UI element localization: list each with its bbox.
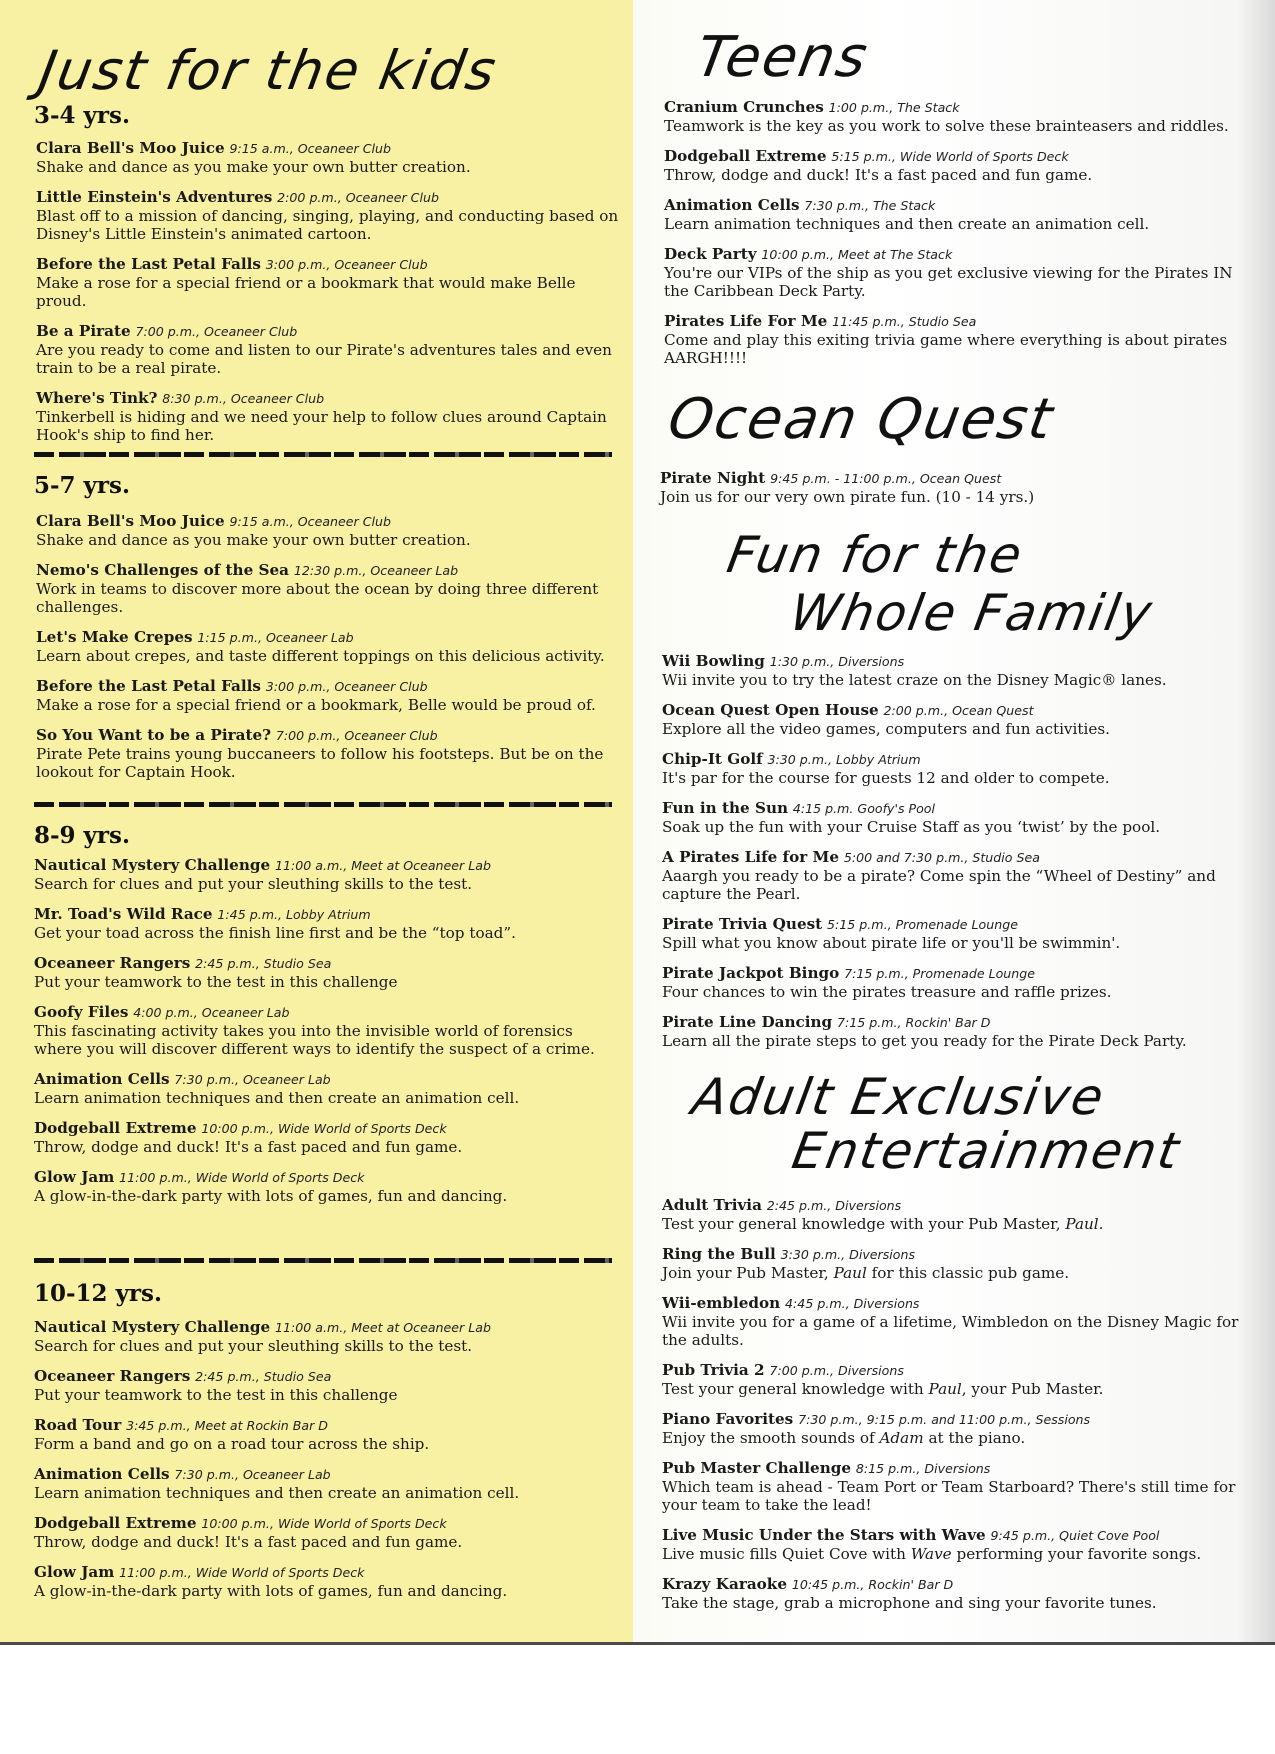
adult-heading-line1: Adult Exclusive xyxy=(687,1068,1110,1126)
activity-description: Learn animation techniques and then create an animation cell. xyxy=(34,1484,520,1502)
activity-title: Fun in the Sun xyxy=(662,799,789,817)
activity-time-location: 4:00 p.m., Oceaneer Lab xyxy=(133,1005,290,1020)
activity-time-location: 11:00 a.m., Meet at Oceaneer Lab xyxy=(275,1320,491,1335)
activity-item xyxy=(664,245,1254,300)
activity-description: Test your general knowledge with Paul, your Pub Master. xyxy=(662,1380,1104,1398)
activity-title: Where's Tink? xyxy=(36,389,158,407)
activity-description: Make a rose for a special friend or a bookmark, Belle would be proud of. xyxy=(36,696,596,714)
section-divider xyxy=(34,452,612,457)
activity-time-location: 3:45 p.m., Meet at Rockin Bar D xyxy=(126,1418,328,1433)
activity-title: Adult Trivia xyxy=(662,1196,762,1214)
teens-family-adult-column xyxy=(633,0,1275,1642)
activity-description: Are you ready to come and listen to our Pirate's adventures tales and even train to be a real pirate. xyxy=(36,341,612,377)
activity-time-location: 1:30 p.m., Diversions xyxy=(769,654,905,669)
activity-title: Let's Make Crepes xyxy=(36,628,193,646)
activity-description: Shake and dance as you make your own butter creation. xyxy=(36,158,471,176)
activity-time-location: 12:30 p.m., Oceaneer Lab xyxy=(293,563,459,578)
activity-title: Dodgeball Extreme xyxy=(34,1514,197,1532)
activity-time-location: 7:15 p.m., Rockin' Bar D xyxy=(837,1015,991,1030)
activity-item xyxy=(664,196,1254,233)
activity-title: Pub Trivia 2 xyxy=(662,1361,765,1379)
activity-title: Goofy Files xyxy=(34,1003,129,1021)
activity-title: Pirates Life For Me xyxy=(664,312,828,330)
activity-description: Make a rose for a special friend or a bookmark that would make Belle proud. xyxy=(36,274,576,310)
activity-item xyxy=(36,561,621,616)
activity-description: Explore all the video games, computers and fun activities. xyxy=(662,720,1110,738)
activity-time-location: 10:00 p.m., Meet at The Stack xyxy=(761,247,953,262)
activity-title: Pub Master Challenge xyxy=(662,1459,852,1477)
activity-time-location: 3:00 p.m., Oceaneer Club xyxy=(265,257,428,272)
activity-time-location: 3:30 p.m., Diversions xyxy=(780,1247,916,1262)
activity-item xyxy=(34,1168,621,1205)
activity-item xyxy=(36,512,621,549)
activity-item xyxy=(662,1526,1254,1563)
activity-item xyxy=(36,726,621,781)
activity-time-location: 9:45 p.m., Quiet Cove Pool xyxy=(990,1528,1160,1543)
activity-item xyxy=(34,905,621,942)
activity-title: Glow Jam xyxy=(34,1168,115,1186)
activity-item xyxy=(662,701,1254,738)
activity-time-location: 5:15 p.m., Wide World of Sports Deck xyxy=(831,149,1069,164)
activity-description: Learn animation techniques and then create an animation cell. xyxy=(34,1089,520,1107)
activity-item xyxy=(36,322,621,377)
activity-description: Learn all the pirate steps to get you ready for the Pirate Deck Party. xyxy=(662,1032,1187,1050)
section-divider xyxy=(34,802,612,807)
activity-title: Before the Last Petal Falls xyxy=(36,255,261,273)
activity-time-location: 7:30 p.m., Oceaneer Lab xyxy=(174,1467,331,1482)
activity-description: Teamwork is the key as you work to solve these brainteasers and riddles. xyxy=(664,117,1229,135)
activity-title: Ocean Quest Open House xyxy=(662,701,879,719)
page-bottom-margin xyxy=(0,1645,1275,1754)
activity-time-location: 7:30 p.m., The Stack xyxy=(804,198,936,213)
activity-item xyxy=(662,1245,1254,1282)
activity-title: A Pirates Life for Me xyxy=(662,848,839,866)
activity-title: Oceaneer Rangers xyxy=(34,954,191,972)
activity-description: Pirate Pete trains young buccaneers to follow his footsteps. But be on the lookout for Captain Hook. xyxy=(36,745,604,781)
activity-description: Soak up the fun with your Cruise Staff as you ‘twist’ by the pool. xyxy=(662,818,1161,836)
activity-description: Spill what you know about pirate life or you'll be swimmin'. xyxy=(662,934,1121,952)
activity-description: Work in teams to discover more about the ocean by doing three different challenges. xyxy=(36,580,599,616)
activity-item xyxy=(34,1563,621,1600)
teens-heading: Teens xyxy=(691,25,874,90)
activity-title: Nautical Mystery Challenge xyxy=(34,856,271,874)
activity-list-5-7 xyxy=(36,512,621,793)
activity-title: Wii Bowling xyxy=(662,652,765,670)
activity-time-location: 11:00 p.m., Wide World of Sports Deck xyxy=(119,1565,365,1580)
activity-time-location: 10:00 p.m., Wide World of Sports Deck xyxy=(201,1516,447,1531)
activity-time-location: 5:00 and 7:30 p.m., Studio Sea xyxy=(843,850,1040,865)
activity-time-location: 7:00 p.m., Oceaneer Club xyxy=(275,728,438,743)
kids-heading: Just for the kids xyxy=(34,39,503,102)
activity-description: This fascinating activity takes you into the invisible world of forensics where you will discover different ways to identify the suspect of a crime. xyxy=(34,1022,595,1058)
family-heading-line1: Fun for the xyxy=(722,526,1028,584)
activity-title: Pirate Night xyxy=(660,469,766,487)
activity-time-location: 2:00 p.m., Oceaneer Club xyxy=(277,190,439,205)
activity-item xyxy=(34,954,621,991)
activity-item xyxy=(34,1416,621,1453)
activity-description: Join us for our very own pirate fun. (10 - 14 yrs.) xyxy=(660,488,1035,506)
activity-time-location: 7:00 p.m., Diversions xyxy=(769,1363,904,1378)
section-divider xyxy=(34,1258,612,1263)
activity-description: Live music fills Quiet Cove with Wave performing your favorite songs. xyxy=(662,1545,1202,1563)
activity-title: Oceaneer Rangers xyxy=(34,1367,191,1385)
activity-item xyxy=(36,139,621,176)
activity-title: Ring the Bull xyxy=(662,1245,776,1263)
activity-time-location: 3:30 p.m., Lobby Atrium xyxy=(767,752,921,767)
activity-item xyxy=(662,1575,1254,1612)
activity-item xyxy=(34,1367,621,1404)
activity-title: Clara Bell's Moo Juice xyxy=(36,139,225,157)
activity-item xyxy=(36,255,621,310)
activity-item xyxy=(34,856,621,893)
activity-title: Animation Cells xyxy=(664,196,800,214)
age-group-heading: 3-4 yrs. xyxy=(34,102,130,129)
activity-time-location: 1:45 p.m., Lobby Atrium xyxy=(217,907,371,922)
activity-item xyxy=(662,1410,1254,1447)
activity-title: Mr. Toad's Wild Race xyxy=(34,905,213,923)
activity-time-location: 11:00 p.m., Wide World of Sports Deck xyxy=(119,1170,365,1185)
activity-description: It's par for the course for guests 12 and older to compete. xyxy=(662,769,1110,787)
activity-item xyxy=(662,1013,1254,1050)
activity-title: Little Einstein's Adventures xyxy=(36,188,273,206)
activity-description: Take the stage, grab a microphone and sing your favorite tunes. xyxy=(662,1594,1157,1612)
activity-description: Wii invite you for a game of a lifetime, Wimbledon on the Disney Magic for the adults. xyxy=(662,1313,1239,1349)
activity-title: Cranium Crunches xyxy=(664,98,824,116)
activity-item xyxy=(664,98,1254,135)
activity-description: Shake and dance as you make your own butter creation. xyxy=(36,531,471,549)
activity-time-location: 7:30 p.m., Oceaneer Lab xyxy=(174,1072,331,1087)
activity-title: Pirate Jackpot Bingo xyxy=(662,964,840,982)
activity-title: Glow Jam xyxy=(34,1563,115,1581)
adult-heading-line2: Entertainment xyxy=(787,1122,1185,1180)
activity-item xyxy=(36,628,621,665)
activity-description: Get your toad across the finish line first and be the “top toad”. xyxy=(34,924,516,942)
teens-activity-list xyxy=(664,98,1254,379)
activity-time-location: 8:15 p.m., Diversions xyxy=(855,1461,991,1476)
activity-item xyxy=(36,389,621,444)
activity-item xyxy=(34,1003,621,1058)
activity-time-location: 2:45 p.m., Studio Sea xyxy=(195,956,332,971)
activity-time-location: 9:45 p.m. - 11:00 p.m., Ocean Quest xyxy=(770,471,1002,486)
activity-title: Live Music Under the Stars with Wave xyxy=(662,1526,986,1544)
activity-time-location: 7:00 p.m., Oceaneer Club xyxy=(135,324,298,339)
activity-title: So You Want to be a Pirate? xyxy=(36,726,272,744)
activity-time-location: 5:15 p.m., Promenade Lounge xyxy=(827,917,1018,932)
activity-description: You're our VIPs of the ship as you get exclusive viewing for the Pirates IN the Caribbean Deck Party. xyxy=(664,264,1233,300)
activity-item xyxy=(34,1070,621,1107)
activity-time-location: 8:30 p.m., Oceaneer Club xyxy=(162,391,325,406)
activity-description: Test your general knowledge with your Pub Master, Paul. xyxy=(662,1215,1104,1233)
activity-description: Form a band and go on a road tour across the ship. xyxy=(34,1435,430,1453)
activity-item xyxy=(662,1196,1254,1233)
activity-title: Piano Favorites xyxy=(662,1410,794,1428)
activity-title: Animation Cells xyxy=(34,1070,170,1088)
activity-title: Clara Bell's Moo Juice xyxy=(36,512,225,530)
activity-list-10-12 xyxy=(34,1318,621,1612)
activity-title: Krazy Karaoke xyxy=(662,1575,787,1593)
family-heading-line2: Whole Family xyxy=(785,584,1158,642)
activity-title: Pirate Trivia Quest xyxy=(662,915,823,933)
activity-title: Wii-embledon xyxy=(662,1294,781,1312)
activity-description: Throw, dodge and duck! It's a fast paced and fun game. xyxy=(34,1138,463,1156)
activity-item xyxy=(662,652,1254,689)
adult-activity-list xyxy=(662,1196,1254,1624)
activity-list-8-9 xyxy=(34,856,621,1217)
activity-description: Blast off to a mission of dancing, singing, playing, and conducting based on Disney's Little Einstein's animated cartoon. xyxy=(36,207,619,243)
activity-time-location: 11:00 a.m., Meet at Oceaneer Lab xyxy=(275,858,491,873)
activity-description: A glow-in-the-dark party with lots of games, fun and dancing. xyxy=(34,1582,508,1600)
activity-description: Join your Pub Master, Paul for this classic pub game. xyxy=(662,1264,1070,1282)
activity-time-location: 3:00 p.m., Oceaneer Club xyxy=(265,679,428,694)
activity-time-location: 4:15 p.m. Goofy's Pool xyxy=(792,801,936,816)
activity-time-location: 1:00 p.m., The Stack xyxy=(828,100,960,115)
activity-item xyxy=(662,915,1254,952)
activity-title: Chip-It Golf xyxy=(662,750,763,768)
family-activity-list xyxy=(662,652,1254,1062)
activity-description: Come and play this exiting trivia game where everything is about pirates AARGH!!!! xyxy=(664,331,1228,367)
activity-description: Wii invite you to try the latest craze on the Disney Magic® lanes. xyxy=(662,671,1167,689)
activity-item xyxy=(662,1361,1254,1398)
activity-item xyxy=(34,1318,621,1355)
activity-title: Be a Pirate xyxy=(36,322,131,340)
activity-list-3-4 xyxy=(36,139,621,456)
age-group-heading: 5-7 yrs. xyxy=(34,472,130,499)
kids-column xyxy=(0,0,633,1642)
activity-title: Pirate Line Dancing xyxy=(662,1013,833,1031)
ocean-quest-activity-list xyxy=(660,469,1254,518)
activity-description: Throw, dodge and duck! It's a fast paced and fun game. xyxy=(664,166,1093,184)
activity-time-location: 1:15 p.m., Oceaneer Lab xyxy=(197,630,354,645)
age-group-heading: 10-12 yrs. xyxy=(34,1280,163,1307)
activity-time-location: 9:15 a.m., Oceaneer Club xyxy=(229,141,391,156)
activity-description: Learn animation techniques and then create an animation cell. xyxy=(664,215,1150,233)
activity-title: Dodgeball Extreme xyxy=(34,1119,197,1137)
activity-item xyxy=(664,147,1254,184)
activity-title: Nemo's Challenges of the Sea xyxy=(36,561,289,579)
activity-item xyxy=(36,188,621,243)
activity-time-location: 10:00 p.m., Wide World of Sports Deck xyxy=(201,1121,447,1136)
activity-time-location: 10:45 p.m., Rockin' Bar D xyxy=(791,1577,954,1592)
activity-title: Animation Cells xyxy=(34,1465,170,1483)
ocean-quest-heading: Ocean Quest xyxy=(663,387,1059,452)
activity-description: Enjoy the smooth sounds of Adam at the piano. xyxy=(662,1429,1026,1447)
activity-item xyxy=(660,469,1254,506)
activity-title: Road Tour xyxy=(34,1416,122,1434)
activity-description: Learn about crepes, and taste different toppings on this delicious activity. xyxy=(36,647,605,665)
activity-title: Deck Party xyxy=(664,245,757,263)
activity-title: Nautical Mystery Challenge xyxy=(34,1318,271,1336)
activity-description: Search for clues and put your sleuthing skills to the test. xyxy=(34,1337,473,1355)
activity-item xyxy=(34,1119,621,1156)
activity-description: Tinkerbell is hiding and we need your help to follow clues around Captain Hook's ship to find her. xyxy=(36,408,607,444)
age-group-heading: 8-9 yrs. xyxy=(34,822,130,849)
activity-time-location: 2:00 p.m., Ocean Quest xyxy=(883,703,1034,718)
activity-time-location: 7:15 p.m., Promenade Lounge xyxy=(844,966,1036,981)
activity-item xyxy=(662,848,1254,903)
activity-time-location: 2:45 p.m., Studio Sea xyxy=(195,1369,332,1384)
activity-title: Before the Last Petal Falls xyxy=(36,677,261,695)
activity-time-location: 2:45 p.m., Diversions xyxy=(766,1198,902,1213)
activity-item xyxy=(662,1294,1254,1349)
activity-item xyxy=(662,750,1254,787)
activity-title: Dodgeball Extreme xyxy=(664,147,827,165)
activity-item xyxy=(662,964,1254,1001)
activity-item xyxy=(664,312,1254,367)
activity-description: Aaargh you ready to be a pirate? Come spin the “Wheel of Destiny” and capture the Pearl. xyxy=(662,867,1216,903)
activity-time-location: 4:45 p.m., Diversions xyxy=(785,1296,920,1311)
activity-description: Put your teamwork to the test in this challenge xyxy=(34,1386,398,1404)
activity-item xyxy=(36,677,621,714)
activity-description: Throw, dodge and duck! It's a fast paced and fun game. xyxy=(34,1533,463,1551)
activity-description: A glow-in-the-dark party with lots of games, fun and dancing. xyxy=(34,1187,508,1205)
activity-item xyxy=(34,1514,621,1551)
activity-description: Search for clues and put your sleuthing skills to the test. xyxy=(34,875,473,893)
activity-time-location: 9:15 a.m., Oceaneer Club xyxy=(229,514,391,529)
activity-item xyxy=(662,1459,1254,1514)
activity-description: Which team is ahead - Team Port or Team Starboard? There's still time for your team to take the lead! xyxy=(662,1478,1236,1514)
activity-time-location: 11:45 p.m., Studio Sea xyxy=(832,314,977,329)
activity-description: Put your teamwork to the test in this challenge xyxy=(34,973,398,991)
activity-description: Four chances to win the pirates treasure and raffle prizes. xyxy=(662,983,1112,1001)
activity-item xyxy=(662,799,1254,836)
activity-item xyxy=(34,1465,621,1502)
activity-time-location: 7:30 p.m., 9:15 p.m. and 11:00 p.m., Sessions xyxy=(798,1412,1091,1427)
